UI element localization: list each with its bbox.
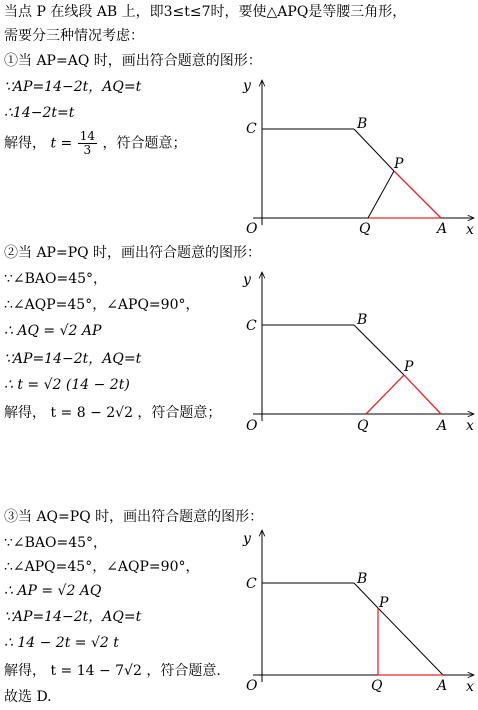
figure-2 (242, 272, 474, 434)
case3-step-3: ∴ AP = √2 AQ (4, 583, 102, 599)
fig1-label-P: P (394, 156, 404, 172)
case1-fraction-denominator: 3 (83, 143, 92, 157)
intro-line-2: 需要分三种情况考虑： (4, 28, 144, 44)
fig3-label-A: A (437, 678, 448, 694)
fig2-label-C: C (246, 318, 257, 334)
fig1-label-y: y (243, 78, 251, 94)
fig1-segment-PA (394, 171, 441, 218)
case1-fraction-numerator: 14 (79, 129, 95, 143)
case3-conclusion: 故选 D. (4, 689, 52, 705)
case3-step-4: ∵AP=14−2t，AQ=t (4, 609, 142, 625)
fig2-label-O: O (246, 418, 258, 434)
case1-solution-suffix: ，符合题意； (102, 135, 187, 152)
case1-solution-prefix: 解得， (4, 135, 46, 152)
case1-heading: ①当 AP=AQ 时，画出符合题意的图形： (4, 53, 262, 69)
fig1-label-B: B (357, 116, 368, 132)
case2-step-3: ∴ AQ = √2 AP (4, 323, 102, 339)
case3-step-1: ∵∠BAO=45°， (4, 535, 108, 551)
fig3-label-O: O (246, 678, 258, 694)
fig2-label-Q: Q (357, 418, 369, 434)
case2-step-1: ∵∠BAO=45°， (4, 271, 108, 287)
figure-1 (242, 78, 474, 238)
fig1-label-A: A (437, 221, 448, 237)
case3-heading: ③当 AQ=PQ 时，画出符合题意的图形： (4, 509, 264, 525)
case2-step-2: ∴∠AQP=45°，∠APQ=90°， (4, 297, 200, 313)
fig2-label-x: x (466, 418, 474, 434)
fig3-label-B: B (357, 571, 368, 587)
case1-step-2: ∴14−2t=t (4, 105, 75, 121)
fig1-segment-QP (368, 171, 394, 218)
case1-step-1: ∵AP=14−2t，AQ=t (4, 79, 142, 95)
case3-solution: 解得， t = 14 − 7√2 ，符合题意. (4, 663, 221, 679)
fig1-label-Q: Q (359, 221, 371, 237)
fig2-segment-QP (366, 375, 404, 414)
fig2-segment-BP (354, 325, 404, 375)
fig1-segment-BP (354, 129, 394, 171)
figure-3 (242, 530, 474, 695)
fig3-label-x: x (466, 679, 474, 695)
fig1-label-C: C (246, 121, 257, 137)
case2-step-4: ∵AP=14−2t，AQ=t (4, 351, 142, 367)
case2-step-5: ∴ t = √2 (14 − 2t) (4, 377, 130, 393)
case2-heading: ②当 AP=PQ 时，画出符合题意的图形： (4, 245, 262, 261)
fig2-label-A: A (437, 418, 448, 434)
intro-line-1: 当点 P 在线段 AB 上，即3≤t≤7时，要使△APQ是等腰三角形， (4, 4, 407, 20)
case2-solution: 解得， t = 8 − 2√2 ，符合题意； (4, 405, 222, 421)
fig3-label-C: C (246, 576, 257, 592)
fig3-label-y: y (243, 531, 251, 547)
fig2-label-y: y (243, 272, 251, 288)
fig1-label-x: x (466, 222, 474, 238)
case3-step-5: ∴ 14 − 2t = √2 t (4, 635, 119, 651)
fig2-label-P: P (404, 359, 414, 375)
case3-step-2: ∴∠APQ=45°，∠AQP=90°， (4, 559, 200, 575)
fig3-segment-PA (378, 608, 443, 675)
fig2-segment-PA (404, 375, 441, 414)
fig1-label-O: O (246, 221, 258, 237)
fig3-label-P: P (379, 595, 389, 611)
case1-solution-var: t = (50, 135, 73, 152)
fig2-label-B: B (357, 312, 368, 328)
fig3-label-Q: Q (371, 678, 383, 694)
